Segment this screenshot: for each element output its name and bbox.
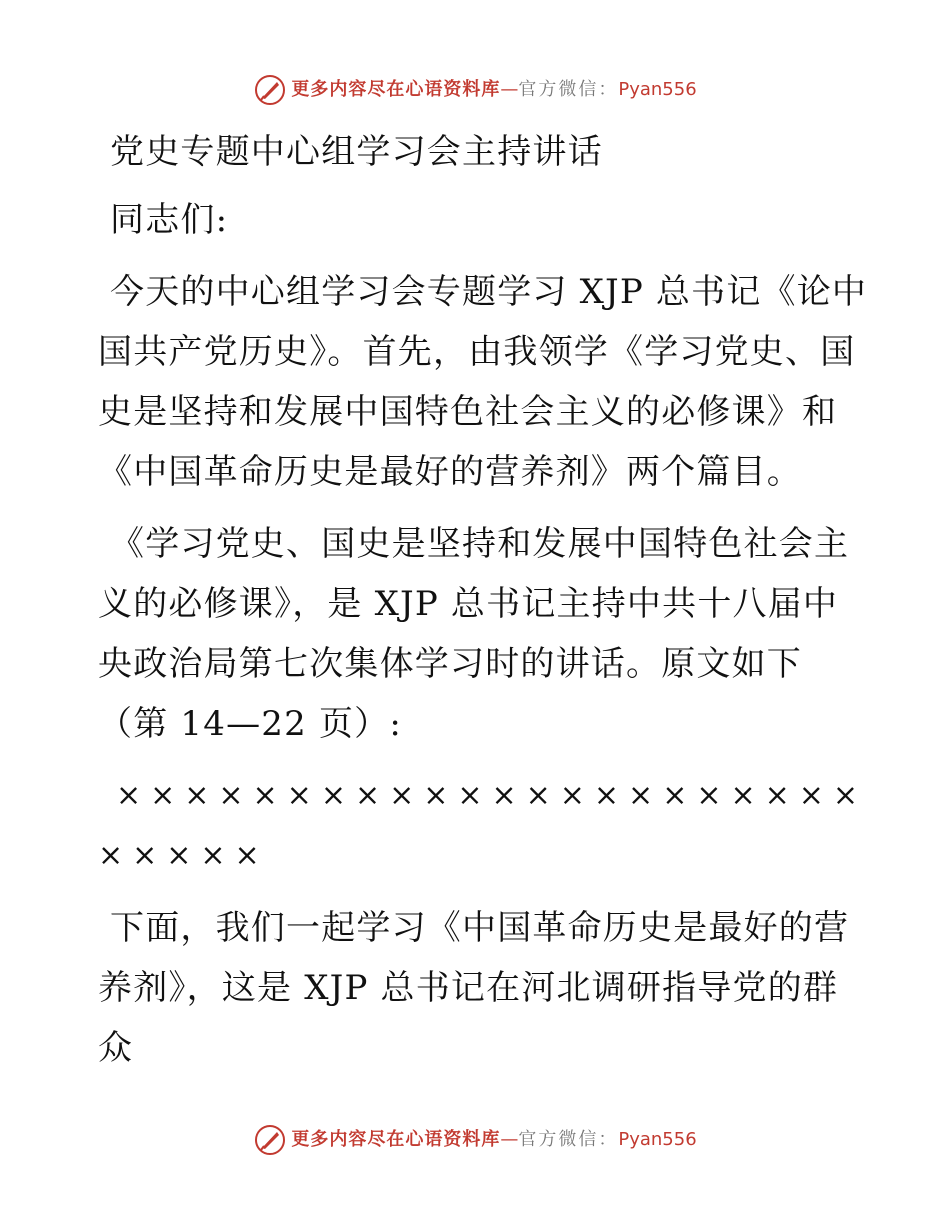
watermark-account: Pyan556 (618, 1129, 697, 1150)
watermark-account: Pyan556 (618, 79, 697, 100)
watermark-main-text: 更多内容尽在心语资料库 (291, 79, 501, 100)
watermark-dash: — (500, 79, 519, 100)
header-watermark (0, 70, 950, 110)
watermark-dash: — (500, 1129, 519, 1150)
watermark-official-label: 官方微信： (518, 79, 619, 100)
document-greeting: 同志们: (110, 200, 229, 240)
watermark-official-label: 官方微信： (518, 1129, 619, 1150)
paragraph-first-article: 《学习党史、国史是坚持和发展中国特色社会主义的必修课》，是 XJP 总书记主持中共十八届中央政治局第七次集体学习时的讲话。原文如下（第 14—22 页）: (98, 524, 850, 744)
footer-watermark (0, 1120, 950, 1160)
watermark-main-text: 更多内容尽在心语资料库 (291, 1129, 501, 1150)
quill-logo-icon (253, 73, 287, 107)
document-body (98, 122, 868, 1090)
paragraph-second-article: 下面，我们一起学习《中国革命历史是最好的营养剂》，这是 XJP 总书记在河北调研指导党的群众 (98, 908, 850, 1068)
paragraph-intro: 今天的中心组学习会专题学习 XJP 总书记《论中国共产党历史》。首先，由我领学《学习党史、国史是坚持和发展中国特色社会主义的必修课》和《中国革命历史是最好的营养剂》两个篇目。 (98, 272, 868, 492)
placeholder-crosses: ××××××××××××××××××××××××××× (98, 778, 868, 873)
quill-logo-icon (253, 1123, 287, 1157)
document-title: 党史专题中心组学习会主持讲话 (110, 132, 603, 172)
